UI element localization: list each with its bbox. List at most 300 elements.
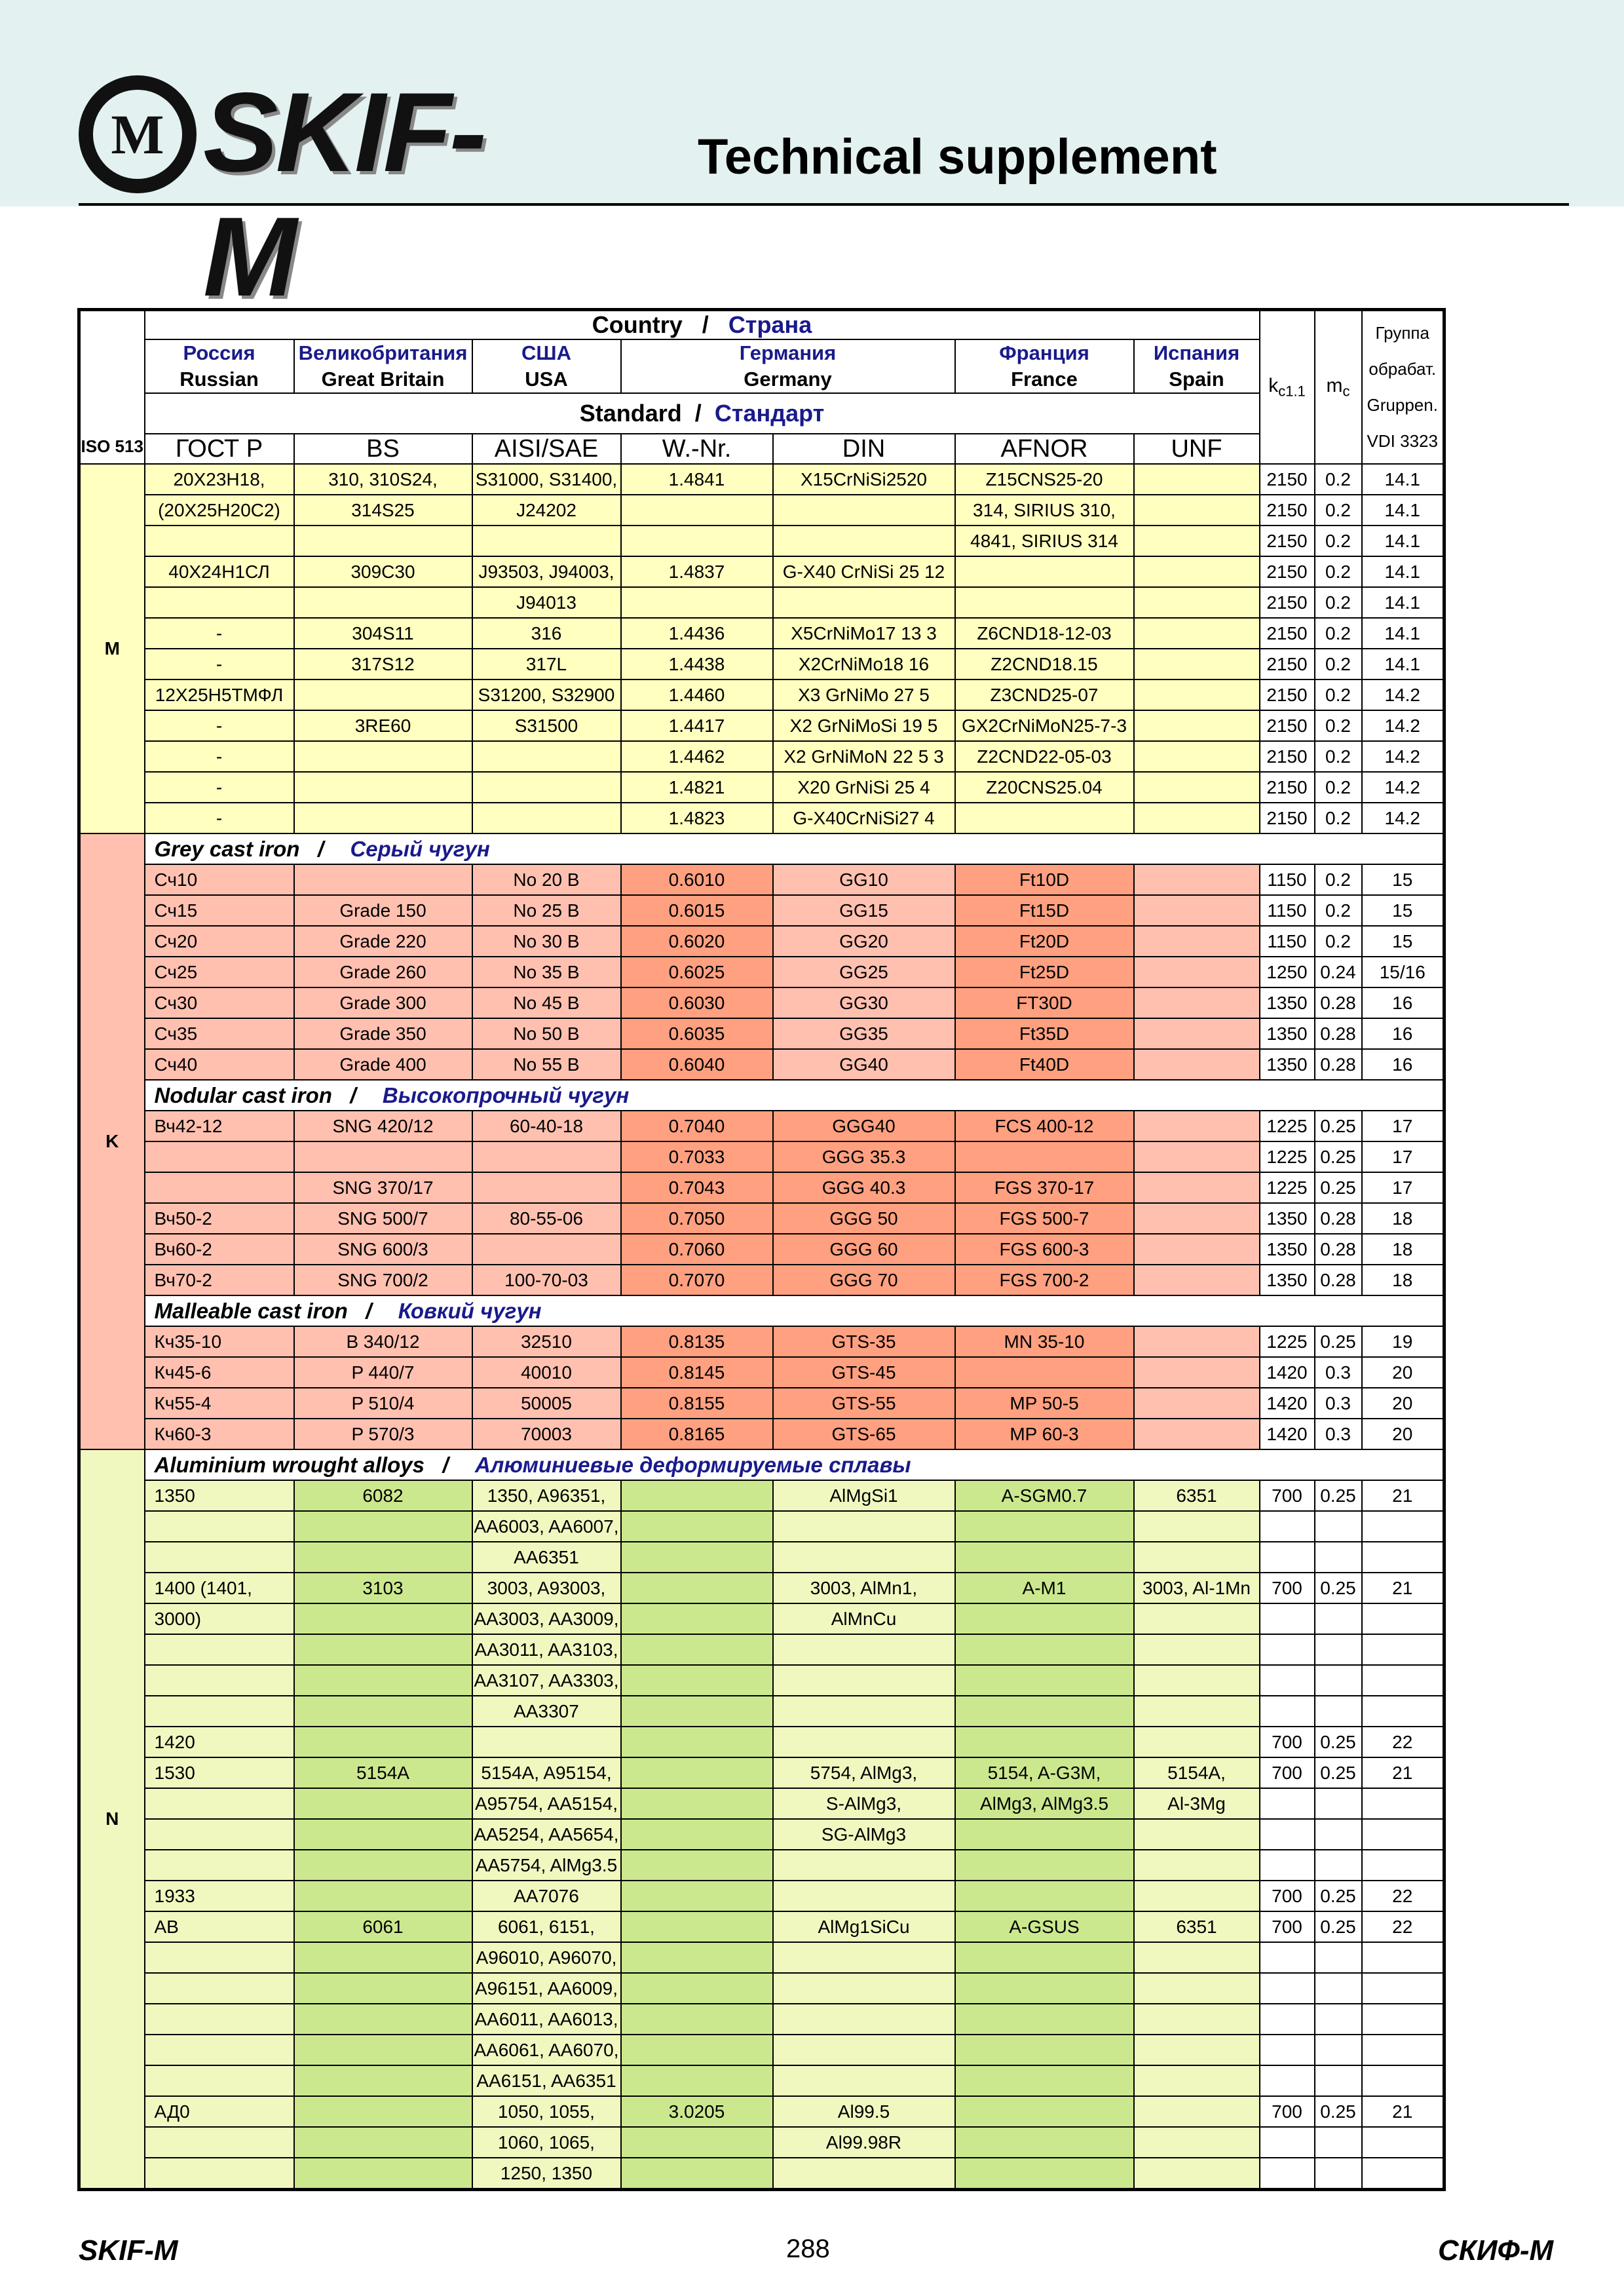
table-cell: 2150: [1260, 618, 1315, 649]
table-row: [79, 1727, 1445, 1757]
table-cell: 0.2: [1315, 618, 1362, 649]
table-cell: [145, 2004, 294, 2035]
table-cell: [955, 2004, 1134, 2035]
table-cell: 16: [1362, 1049, 1445, 1080]
table-cell: 32510: [472, 1326, 621, 1357]
table-row: [79, 864, 1445, 895]
group-m: M: [79, 464, 145, 833]
country-france: Франция France: [955, 339, 1134, 393]
table-cell: [621, 1603, 773, 1634]
table-row: [79, 2035, 1445, 2065]
table-cell: GG25: [773, 957, 955, 987]
table-cell: 0.2: [1315, 495, 1362, 526]
table-cell: 21: [1362, 1480, 1445, 1511]
table-cell: [294, 2035, 472, 2065]
table-cell: 2150: [1260, 649, 1315, 679]
table-cell: [1134, 1973, 1260, 2004]
table-row: [79, 1850, 1445, 1881]
table-cell: [1134, 1634, 1260, 1665]
table-cell: [472, 1141, 621, 1172]
table-cell: [1315, 2065, 1362, 2096]
table-cell: -: [145, 803, 294, 833]
section-title: Malleable cast iron / Ковкий чугун: [145, 1295, 1445, 1326]
table-cell: [1134, 1942, 1260, 1973]
table-cell: AlMgSi1: [773, 1480, 955, 1511]
table-cell: 700: [1260, 1911, 1315, 1942]
table-cell: S31000, S31400,: [472, 464, 621, 495]
page-title: Technical supplement: [698, 129, 1217, 185]
table-row: [79, 649, 1445, 679]
table-row: [79, 1942, 1445, 1973]
table-cell: 0.3: [1315, 1388, 1362, 1419]
table-cell: 1150: [1260, 926, 1315, 957]
table-cell: 2150: [1260, 587, 1315, 618]
table-cell: Ft10D: [955, 864, 1134, 895]
table-cell: 2150: [1260, 495, 1315, 526]
table-cell: [294, 1973, 472, 2004]
table-cell: 0.2: [1315, 803, 1362, 833]
table-cell: [955, 1634, 1134, 1665]
table-cell: [621, 2035, 773, 2065]
table-cell: 5154, A-G3M,: [955, 1757, 1134, 1788]
table-cell: [1260, 2158, 1315, 2190]
table-cell: [472, 1234, 621, 1265]
table-cell: 14.1: [1362, 587, 1445, 618]
table-cell: S31200, S32900: [472, 679, 621, 710]
table-cell: S-AlMg3,: [773, 1788, 955, 1819]
table-cell: X15CrNiSi2520: [773, 464, 955, 495]
table-cell: [145, 2158, 294, 2190]
table-cell: Ft40D: [955, 1049, 1134, 1080]
table-cell: 20Х23Н18,: [145, 464, 294, 495]
table-cell: [955, 2035, 1134, 2065]
table-cell: Кч35-10: [145, 1326, 294, 1357]
country-spain: Испания Spain: [1134, 339, 1260, 393]
table-cell: [294, 526, 472, 556]
table-cell: [294, 864, 472, 895]
table-cell: AA3011, AA3103,: [472, 1634, 621, 1665]
table-cell: 0.28: [1315, 1049, 1362, 1080]
table-cell: [1260, 1696, 1315, 1727]
std-afnor: AFNOR: [955, 434, 1134, 464]
table-cell: Z20CNS25.04: [955, 772, 1134, 803]
table-cell: SNG 370/17: [294, 1172, 472, 1203]
table-cell: 1350: [1260, 1203, 1315, 1234]
table-cell: [1362, 2158, 1445, 2190]
table-cell: [1134, 649, 1260, 679]
table-cell: AB: [145, 1911, 294, 1942]
table-cell: [294, 679, 472, 710]
table-cell: 0.7070: [621, 1265, 773, 1295]
table-cell: 1.4821: [621, 772, 773, 803]
table-cell: [955, 556, 1134, 587]
table-cell: 2150: [1260, 803, 1315, 833]
table-cell: [294, 1819, 472, 1850]
table-cell: [472, 1172, 621, 1203]
table-cell: SG-AlMg3: [773, 1819, 955, 1850]
table-cell: 50005: [472, 1388, 621, 1419]
footer-brand: SKIF-M: [79, 2234, 178, 2267]
table-cell: [1134, 1357, 1260, 1388]
table-cell: 20: [1362, 1419, 1445, 1449]
logo-text: SKIF-M: [203, 69, 485, 320]
table-cell: 21: [1362, 1573, 1445, 1603]
table-cell: 5154A, A95154,: [472, 1757, 621, 1788]
table-cell: [145, 1850, 294, 1881]
table-cell: A-SGM0.7: [955, 1480, 1134, 1511]
table-cell: 80-55-06: [472, 1203, 621, 1234]
table-cell: [955, 1511, 1134, 1542]
table-cell: 0.2: [1315, 587, 1362, 618]
table-cell: 3003, Al-1Mn: [1134, 1573, 1260, 1603]
table-cell: 18: [1362, 1234, 1445, 1265]
table-cell: [1260, 1788, 1315, 1819]
table-cell: 17: [1362, 1141, 1445, 1172]
table-cell: [1260, 1603, 1315, 1634]
table-cell: AlMg3, AlMg3.5: [955, 1788, 1134, 1819]
section-header-row: [79, 1080, 1445, 1111]
table-cell: 40010: [472, 1357, 621, 1388]
table-cell: 1350: [145, 1480, 294, 1511]
table-row: [79, 803, 1445, 833]
table-cell: GTS-35: [773, 1326, 955, 1357]
std-gost: ГОСТ Р: [145, 434, 294, 464]
table-cell: -: [145, 741, 294, 772]
table-cell: [1134, 1511, 1260, 1542]
table-cell: 14.2: [1362, 741, 1445, 772]
table-row: [79, 957, 1445, 987]
table-cell: 0.25: [1315, 2096, 1362, 2127]
table-cell: 14.2: [1362, 679, 1445, 710]
table-cell: [1134, 2065, 1260, 2096]
table-cell: [294, 2004, 472, 2035]
table-cell: [1362, 1942, 1445, 1973]
table-cell: 1400 (1401,: [145, 1573, 294, 1603]
table-cell: 14.1: [1362, 526, 1445, 556]
table-cell: [955, 1942, 1134, 1973]
table-cell: GGG 60: [773, 1234, 955, 1265]
table-cell: [145, 1788, 294, 1819]
table-cell: [472, 1727, 621, 1757]
table-cell: [1134, 1603, 1260, 1634]
table-cell: [1362, 1973, 1445, 2004]
table-cell: No 50 B: [472, 1018, 621, 1049]
table-cell: [621, 587, 773, 618]
table-cell: 1350: [1260, 1018, 1315, 1049]
table-cell: [145, 1696, 294, 1727]
table-cell: 0.2: [1315, 864, 1362, 895]
table-cell: Z15CNS25-20: [955, 464, 1134, 495]
table-cell: [1315, 1511, 1362, 1542]
table-cell: 1250, 1350: [472, 2158, 621, 2190]
table-cell: 1225: [1260, 1172, 1315, 1203]
table-cell: [1260, 1542, 1315, 1573]
table-cell: 309C30: [294, 556, 472, 587]
table-cell: 5754, AlMg3,: [773, 1757, 955, 1788]
table-cell: 0.8165: [621, 1419, 773, 1449]
table-cell: 0.25: [1315, 1573, 1362, 1603]
table-cell: [1134, 464, 1260, 495]
table-cell: [145, 1665, 294, 1696]
table-cell: [1260, 2065, 1315, 2096]
table-cell: SNG 700/2: [294, 1265, 472, 1295]
std-wnr: W.-Nr.: [621, 434, 773, 464]
table-cell: [955, 1850, 1134, 1881]
table-cell: AA3107, AA3303,: [472, 1665, 621, 1696]
table-cell: [1134, 741, 1260, 772]
table-row: [79, 1265, 1445, 1295]
table-cell: 0.3: [1315, 1357, 1362, 1388]
table-cell: 317L: [472, 649, 621, 679]
table-cell: [1134, 987, 1260, 1018]
table-cell: [621, 1573, 773, 1603]
table-cell: X2 GrNiMoN 22 5 3: [773, 741, 955, 772]
table-cell: 700: [1260, 1480, 1315, 1511]
table-cell: 1530: [145, 1757, 294, 1788]
table-cell: 0.28: [1315, 1203, 1362, 1234]
table-row: [79, 1542, 1445, 1573]
table-cell: [621, 1819, 773, 1850]
std-bs: BS: [294, 434, 472, 464]
table-cell: 1.4837: [621, 556, 773, 587]
table-cell: 0.7060: [621, 1234, 773, 1265]
table-cell: Z3CND25-07: [955, 679, 1134, 710]
table-cell: 0.6035: [621, 1018, 773, 1049]
table-cell: 21: [1362, 2096, 1445, 2127]
table-cell: [621, 1942, 773, 1973]
table-cell: P 570/3: [294, 1419, 472, 1449]
table-cell: 0.6040: [621, 1049, 773, 1080]
table-cell: [1134, 1018, 1260, 1049]
table-cell: [472, 741, 621, 772]
table-row: [79, 1419, 1445, 1449]
table-cell: [621, 2065, 773, 2096]
table-cell: 3000): [145, 1603, 294, 1634]
table-row: [79, 1973, 1445, 2004]
table-cell: 0.25: [1315, 1727, 1362, 1757]
table-cell: GG40: [773, 1049, 955, 1080]
table-cell: 16: [1362, 1018, 1445, 1049]
table-cell: [621, 1665, 773, 1696]
table-row: [79, 1603, 1445, 1634]
table-cell: [773, 1727, 955, 1757]
table-cell: 0.25: [1315, 1326, 1362, 1357]
table-cell: -: [145, 772, 294, 803]
table-cell: [294, 1511, 472, 1542]
table-row: [79, 1111, 1445, 1141]
table-cell: 0.6025: [621, 957, 773, 987]
table-cell: -: [145, 710, 294, 741]
table-cell: [621, 1973, 773, 2004]
kc-header: $k_{c1.1}$: [1260, 310, 1315, 465]
table-cell: [621, 495, 773, 526]
table-cell: [1362, 1788, 1445, 1819]
table-cell: 1350: [1260, 987, 1315, 1018]
table-row: [79, 2158, 1445, 2190]
table-row: [79, 741, 1445, 772]
table-cell: [1134, 1542, 1260, 1573]
table-cell: FT30D: [955, 987, 1134, 1018]
table-cell: FCS 400-12: [955, 1111, 1134, 1141]
table-row: [79, 1234, 1445, 1265]
table-cell: [145, 2035, 294, 2065]
table-cell: [1362, 1542, 1445, 1573]
table-cell: [1315, 1973, 1362, 2004]
table-cell: AA6351: [472, 1542, 621, 1573]
section-title: Grey cast iron / Серый чугун: [145, 833, 1445, 864]
table-cell: 2150: [1260, 710, 1315, 741]
table-cell: [1134, 618, 1260, 649]
table-cell: FGS 370-17: [955, 1172, 1134, 1203]
table-cell: [294, 772, 472, 803]
table-cell: 19: [1362, 1326, 1445, 1357]
table-cell: [1134, 1203, 1260, 1234]
table-cell: [773, 526, 955, 556]
table-cell: 0.28: [1315, 1234, 1362, 1265]
table-cell: [1134, 2004, 1260, 2035]
table-row: [79, 679, 1445, 710]
table-row: [79, 1388, 1445, 1419]
country-germany: Германия Germany: [621, 339, 955, 393]
table-cell: [955, 1357, 1134, 1388]
table-cell: [472, 526, 621, 556]
table-cell: [1362, 2127, 1445, 2158]
logo-emblem-icon: M: [79, 75, 197, 193]
table-row: [79, 772, 1445, 803]
table-cell: Z2CND18.15: [955, 649, 1134, 679]
table-row: [79, 1357, 1445, 1388]
table-cell: [1260, 1511, 1315, 1542]
table-row: [79, 710, 1445, 741]
table-cell: [1134, 1665, 1260, 1696]
section-header-row: [79, 1449, 1445, 1480]
table-cell: GGG 35.3: [773, 1141, 955, 1172]
country-usa: США USA: [472, 339, 621, 393]
table-cell: [621, 1757, 773, 1788]
table-cell: 14.1: [1362, 556, 1445, 587]
table-cell: [955, 1973, 1134, 2004]
table-cell: [1362, 2035, 1445, 2065]
table-cell: No 45 B: [472, 987, 621, 1018]
table-cell: [145, 1542, 294, 1573]
table-cell: 2150: [1260, 679, 1315, 710]
table-cell: [145, 2127, 294, 2158]
table-cell: 14.1: [1362, 495, 1445, 526]
table-cell: [1362, 1665, 1445, 1696]
table-cell: [1315, 1603, 1362, 1634]
table-row: [79, 1511, 1445, 1542]
table-row: [79, 1141, 1445, 1172]
table-cell: 0.25: [1315, 1757, 1362, 1788]
table-row: [79, 1819, 1445, 1850]
table-cell: [773, 2004, 955, 2035]
table-cell: [955, 2127, 1134, 2158]
table-cell: 18: [1362, 1265, 1445, 1295]
std-din: DIN: [773, 434, 955, 464]
table-row: [79, 895, 1445, 926]
table-cell: 0.25: [1315, 1141, 1362, 1172]
table-cell: G-X40CrNiSi27 4: [773, 803, 955, 833]
table-cell: [1260, 2004, 1315, 2035]
table-cell: [145, 1172, 294, 1203]
table-cell: [955, 2065, 1134, 2096]
table-cell: 0.25: [1315, 1480, 1362, 1511]
table-cell: [1134, 2158, 1260, 2190]
table-cell: GTS-55: [773, 1388, 955, 1419]
table-cell: [294, 741, 472, 772]
country-great-britain: Великобритания Great Britain: [294, 339, 472, 393]
std-unf: UNF: [1134, 434, 1260, 464]
table-cell: 12Х25Н5ТМФЛ: [145, 679, 294, 710]
table-cell: 4841, SIRIUS 314: [955, 526, 1134, 556]
table-cell: 5154A: [294, 1757, 472, 1788]
table-cell: Al99.5: [773, 2096, 955, 2127]
table-cell: 0.25: [1315, 1111, 1362, 1141]
table-cell: X20 GrNiSi 25 4: [773, 772, 955, 803]
table-cell: [1134, 2127, 1260, 2158]
table-cell: [1315, 2158, 1362, 2190]
table-cell: 3103: [294, 1573, 472, 1603]
table-cell: [773, 1973, 955, 2004]
table-cell: 14.2: [1362, 772, 1445, 803]
table-cell: 16: [1362, 987, 1445, 1018]
table-cell: 6082: [294, 1480, 472, 1511]
table-cell: Вч42-12: [145, 1111, 294, 1141]
table-cell: [955, 1727, 1134, 1757]
table-cell: [1362, 1511, 1445, 1542]
table-cell: S31500: [472, 710, 621, 741]
table-cell: AA6151, AA6351: [472, 2065, 621, 2096]
table-cell: 14.2: [1362, 710, 1445, 741]
table-cell: 18: [1362, 1203, 1445, 1234]
table-cell: 2150: [1260, 741, 1315, 772]
table-cell: [955, 2158, 1134, 2190]
table-cell: [1260, 1819, 1315, 1850]
table-cell: 1.4823: [621, 803, 773, 833]
table-cell: Al99.98R: [773, 2127, 955, 2158]
table-cell: Сч15: [145, 895, 294, 926]
table-cell: [1260, 1850, 1315, 1881]
table-cell: [1315, 1665, 1362, 1696]
table-row: [79, 926, 1445, 957]
table-cell: 0.25: [1315, 1911, 1362, 1942]
table-row: [79, 1480, 1445, 1511]
table-row: [79, 618, 1445, 649]
table-cell: [773, 1696, 955, 1727]
table-cell: 1350: [1260, 1234, 1315, 1265]
table-cell: 1420: [1260, 1419, 1315, 1449]
table-cell: 70003: [472, 1419, 621, 1449]
table-row: [79, 1696, 1445, 1727]
table-cell: [1362, 2065, 1445, 2096]
table-cell: [955, 1819, 1134, 1850]
table-cell: 0.28: [1315, 1265, 1362, 1295]
table-cell: SNG 500/7: [294, 1203, 472, 1234]
table-cell: [1260, 2035, 1315, 2065]
table-cell: [955, 587, 1134, 618]
table-cell: GTS-65: [773, 1419, 955, 1449]
table-cell: [1260, 1665, 1315, 1696]
material-comparison-table: [77, 308, 1446, 2191]
table-cell: [294, 2065, 472, 2096]
table-cell: Ft35D: [955, 1018, 1134, 1049]
table-cell: AA6011, AA6013,: [472, 2004, 621, 2035]
table-cell: 17: [1362, 1172, 1445, 1203]
table-cell: MN 35-10: [955, 1326, 1134, 1357]
table-cell: [294, 803, 472, 833]
table-cell: 2150: [1260, 772, 1315, 803]
table-cell: [1315, 1942, 1362, 1973]
